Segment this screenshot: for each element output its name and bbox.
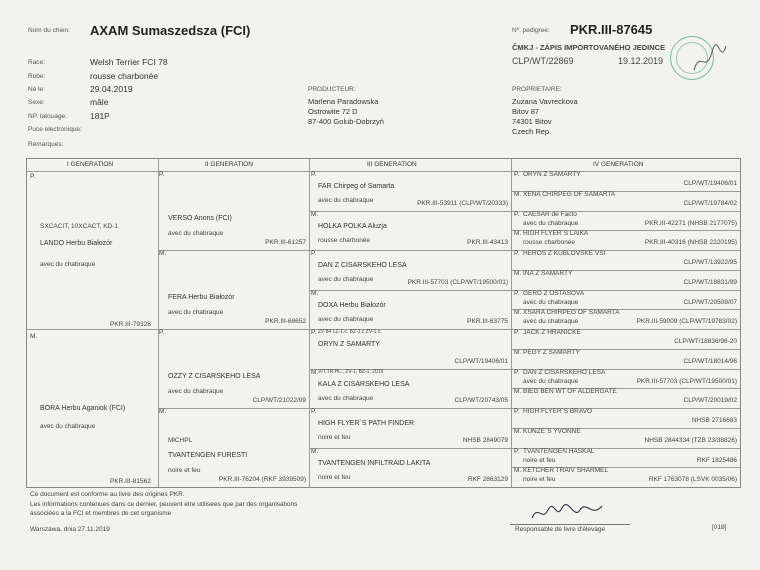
- gen3-name: HIGH FLYER`S PATH FINDER: [318, 420, 415, 427]
- gen4-name: TVANTENGEN HASKAL: [523, 447, 595, 455]
- gen3-reg: PKR.III-43413: [467, 239, 508, 246]
- robe-label: Robe:: [28, 73, 46, 80]
- gen3-color: avec du chabraque: [318, 197, 374, 204]
- gen4-name: KETCHER TRAIV SHARMEL: [523, 467, 609, 475]
- gen3-color: avec du chabraque: [318, 394, 374, 402]
- gen1-dam-name: BORA Herbu Aganiok (FCI): [40, 405, 126, 412]
- page-code: [018]: [712, 524, 727, 531]
- gen1-dam-tag: M.: [30, 333, 38, 340]
- gen4-tag: M.: [514, 348, 522, 356]
- dog-name-label: Nom du chien:: [28, 27, 70, 34]
- gen4-tag: M.: [514, 467, 522, 475]
- gen4-reg: PKR.III-59009 (CLP/WT/19783/02): [636, 318, 737, 326]
- gen3-color: noire et feu: [318, 473, 351, 481]
- gen4-tag: P.: [514, 447, 520, 455]
- gen4-reg: CLP/WT/18836/98-20: [674, 338, 737, 345]
- gen3-tag: M.: [311, 210, 319, 218]
- gen1-sire-tag: P.: [30, 173, 36, 180]
- gen2-color: avec du chabraque: [168, 230, 224, 237]
- signature-mark: [690, 40, 730, 80]
- gen3-name: FAR Chirpeg of Samarta: [318, 183, 395, 190]
- footer-place-date: Warszawa, dnia 27.11.2019: [30, 526, 110, 533]
- gen2-reg: PKR.III-76204 (RKF 3939509): [218, 476, 306, 483]
- gen3-color: noire et feu: [318, 434, 351, 441]
- gen4-tag: M.: [514, 388, 522, 396]
- gen1-sire-name: LANDO Herbu Białozór: [40, 240, 113, 247]
- gen2-color: noire et feu: [168, 467, 201, 474]
- gen3-name: DOXA Herbu Białozór: [318, 301, 386, 309]
- gen4-name: HEROS Z KUBLOVSKE VSI: [523, 250, 606, 257]
- gen3-color: avec du chabraque: [318, 315, 374, 323]
- gen1-sire-reg: PKR.III-79328: [110, 321, 151, 328]
- gen3-reg: PKR.III-53911 (CLP/WT/20333): [417, 199, 508, 207]
- breeder-label: PRODUCTEUR:: [308, 86, 356, 93]
- tattoo-value: 181P: [90, 111, 110, 121]
- owner-street: Bitov 87: [512, 107, 540, 116]
- gen4-color: avec du chabraque: [523, 298, 579, 306]
- registrar-label: Responsable de livre d'élevage: [515, 526, 606, 533]
- gen2-tag: P.: [159, 329, 165, 336]
- gen1-dam-color: avec du chabraque: [40, 423, 96, 430]
- owner-country: Czech Rep.: [512, 127, 552, 136]
- breeder-name: Marlena Paradowska: [308, 97, 379, 106]
- gen4-tag: P.: [514, 368, 520, 376]
- gen4-tag: P.: [514, 289, 520, 297]
- gen4-name: DAN Z CISARSKEHO LESA: [523, 368, 606, 376]
- gen1-dam-reg: PKR.III-81562: [110, 478, 151, 485]
- gen4-name: ORYN Z SAMARTY: [523, 171, 581, 178]
- gen4-color: avec du chabraque: [523, 377, 579, 385]
- gen4-reg: CLP/WT/20508/07: [683, 298, 737, 306]
- gen3-tag: P.: [311, 408, 317, 415]
- gen4-name: PEGY Z SAMARTY: [523, 348, 580, 356]
- gen4-reg: PKR.III-40316 (NHSB 2220195): [644, 239, 737, 247]
- header-gen3: III GENERATION: [367, 161, 417, 168]
- gen3-titles: VIT.TR.HL., ZV-1, BZ-1, 2019: [318, 368, 384, 375]
- gen4-tag: M.: [514, 427, 522, 435]
- gen4-name: XENA CHIRPEG OF SAMARTA: [523, 190, 616, 198]
- gen2-name: OZZY Z CISARSKEHO LESA: [168, 373, 261, 380]
- gen4-name: GERD Z OSTASOVA: [523, 289, 585, 297]
- gen4-name: HIGH FLYER`S BRAVO: [523, 408, 593, 415]
- sex-label: Sexe:: [28, 99, 45, 106]
- gen3-name: KALA Z CISARSKEHO LESA: [318, 380, 410, 388]
- gen4-tag: P.: [514, 250, 520, 257]
- tattoo-label: NP. tatouage:: [28, 113, 67, 120]
- gen3-reg: RKF 2863129: [467, 476, 508, 483]
- header-gen4: IV GENERATION: [593, 161, 644, 168]
- gen2-tag: M.: [159, 408, 167, 415]
- footer-line1: Ce document est conforme au livre des origines PKR.: [30, 491, 185, 498]
- sex-value: mâle: [90, 97, 109, 107]
- owner-label: PROPRIETAIRE:: [512, 86, 562, 93]
- gen4-reg: NHSB 2844334 (TZB 23/38826): [644, 436, 737, 444]
- gen3-tag: M.: [311, 368, 319, 376]
- gen4-tag: P.: [514, 329, 520, 336]
- gen4-reg: CLP/WT/18014/96: [683, 357, 737, 365]
- born-label: Né le:: [28, 86, 45, 93]
- pedigree-label: Nº. pedigree:: [512, 27, 550, 34]
- gen3-tag: P.: [311, 171, 317, 178]
- gen3-reg: CLP/WT/20743/05: [454, 397, 508, 404]
- gen4-color: rousse charbonée: [523, 239, 576, 247]
- dog-name: AXAM Sumaszedsza (FCI): [90, 23, 251, 38]
- gen4-reg: RKF 1763078 (LSVK 0035/06): [648, 476, 737, 484]
- gen2-name: TVANTENGEN FURESTI: [168, 452, 248, 459]
- gen4-tag: P.: [514, 171, 520, 178]
- gen4-reg: PKR.III-57703 (CLP/WT/19500/01): [636, 377, 737, 385]
- header-gen2: II GENERATION: [205, 161, 253, 168]
- born-value: 29.04.2019: [90, 84, 133, 94]
- robe-value: rousse charbonée: [90, 71, 159, 81]
- gen4-reg: RKF 1825486: [696, 456, 737, 464]
- gen4-name: KUNZE`S YVONNE: [523, 427, 581, 435]
- import-stamp-reg: CLP/WT/22869: [512, 56, 574, 66]
- gen4-reg: PKR.III-42271 (NHSB 2177075): [644, 219, 737, 227]
- gen2-color: avec du chabraque: [168, 388, 224, 395]
- breeder-street: Ostrowite 72 D: [308, 107, 358, 116]
- chip-label: Puce electronique:: [28, 126, 82, 133]
- gen4-tag: M.: [514, 230, 522, 238]
- race-value: Welsh Terrier FCI 78: [90, 57, 168, 67]
- gen2-reg: PKR.III-61257: [265, 239, 306, 246]
- gen3-tag: P.: [311, 250, 317, 257]
- header-gen1: I GENERATION: [67, 161, 114, 168]
- gen4-name: BIEG BEN WT OF ALDERGATE: [523, 388, 617, 396]
- gen2-reg: PKR.III-68652: [265, 318, 306, 325]
- gen4-tag: M.: [514, 269, 522, 277]
- gen4-tag: P.: [514, 408, 520, 415]
- gen2-name: FERA Herbu Białozór: [168, 294, 235, 301]
- footer-line2: Les informations contenues dans ce dernier, peuvent etre utilisees que par des organisations: [30, 501, 298, 508]
- breeder-city: 87-400 Golub-Dobrzyń: [308, 117, 384, 126]
- gen3-reg: PKR.III-63775: [467, 318, 508, 325]
- gen2-reg: CLP/WT/21022/09: [252, 397, 306, 404]
- gen2-color: avec du chabraque: [168, 309, 224, 316]
- gen2-titles: MłCHPL: [168, 437, 193, 444]
- race-label: Race:: [28, 59, 45, 66]
- owner-name: Zuzana Vavreckova: [512, 97, 578, 106]
- gen4-reg: CLP/WT/13922/95: [683, 259, 737, 266]
- gen4-color: avec du chabraque: [523, 219, 579, 227]
- gen2-name: VERSO Anons (FCI): [168, 215, 232, 222]
- gen2-tag: M.: [159, 250, 167, 257]
- import-stamp-title: ČMKJ - ZÁPIS IMPORTOVANÉHO JEDINCE: [512, 43, 666, 52]
- gen3-color: avec du chabraque: [318, 276, 374, 283]
- gen4-reg: CLP/WT/19784/02: [683, 199, 737, 207]
- gen3-name: TVANTENGEN INFILTRAID LAKITA: [318, 459, 431, 467]
- gen4-tag: M.: [514, 309, 522, 317]
- gen4-reg: CLP/WT/19406/01: [683, 180, 737, 187]
- gen4-name: HIGH FLYER`S LAIKA: [523, 230, 589, 238]
- gen3-tag: P.: [311, 329, 317, 336]
- gen4-color: noire et feu: [523, 476, 556, 484]
- owner-city: 74301 Bitov: [512, 117, 552, 126]
- gen3-name: DAN Z CISARSKEHO LESA: [318, 262, 407, 269]
- gen4-tag: P.: [514, 210, 520, 218]
- gen4-reg: NHSB 2716683: [691, 417, 737, 424]
- import-stamp-date: 19.12.2019: [618, 56, 664, 66]
- gen3-tag: M.: [311, 289, 319, 297]
- gen3-titles: ZV 84 LZ-1.c. BZ-1.c ZV-1.c.: [318, 329, 382, 335]
- gen1-sire-color: avec du chabraque: [40, 261, 96, 268]
- gen3-name: ORYN Z SAMARTY: [318, 341, 380, 348]
- gen4-name: CAESAR de Facto: [523, 210, 577, 218]
- gen4-name: JACK Z HRANICKE: [523, 329, 581, 336]
- remarks-label: Remarques:: [28, 141, 64, 148]
- gen2-tag: P.: [159, 171, 165, 178]
- gen4-name: INA Z SAMARTY: [523, 269, 573, 277]
- gen1-sire-titles: SXCACIT, 10XCACT, KD-1: [40, 223, 119, 230]
- footer-line3: associées a la FCI et membres de cet organisme: [30, 510, 172, 517]
- gen4-reg: CLP/WT/20019/02: [683, 397, 737, 405]
- gen3-reg: CLP/WT/19406/01: [454, 357, 508, 365]
- gen4-color: avec du chabraque: [523, 318, 579, 326]
- registrar-signature: [528, 500, 608, 526]
- gen4-name: XSARA CHIRPEG OF SAMARTA: [523, 309, 620, 317]
- gen3-reg: PKR.III-57703 (CLP/WT/19500/01): [407, 278, 508, 286]
- gen4-color: noire et feu: [523, 456, 556, 464]
- pedigree-number: PKR.III-87645: [570, 22, 653, 37]
- gen3-name: HOLKA POLKA Aluzja: [318, 222, 387, 230]
- gen3-reg: NHSB 2849079: [462, 436, 508, 444]
- gen3-color: rousse charbonée: [318, 236, 371, 244]
- gen4-tag: M.: [514, 190, 522, 198]
- gen3-tag: M.: [311, 447, 319, 455]
- gen4-reg: CLP/WT/18831/99: [683, 278, 737, 286]
